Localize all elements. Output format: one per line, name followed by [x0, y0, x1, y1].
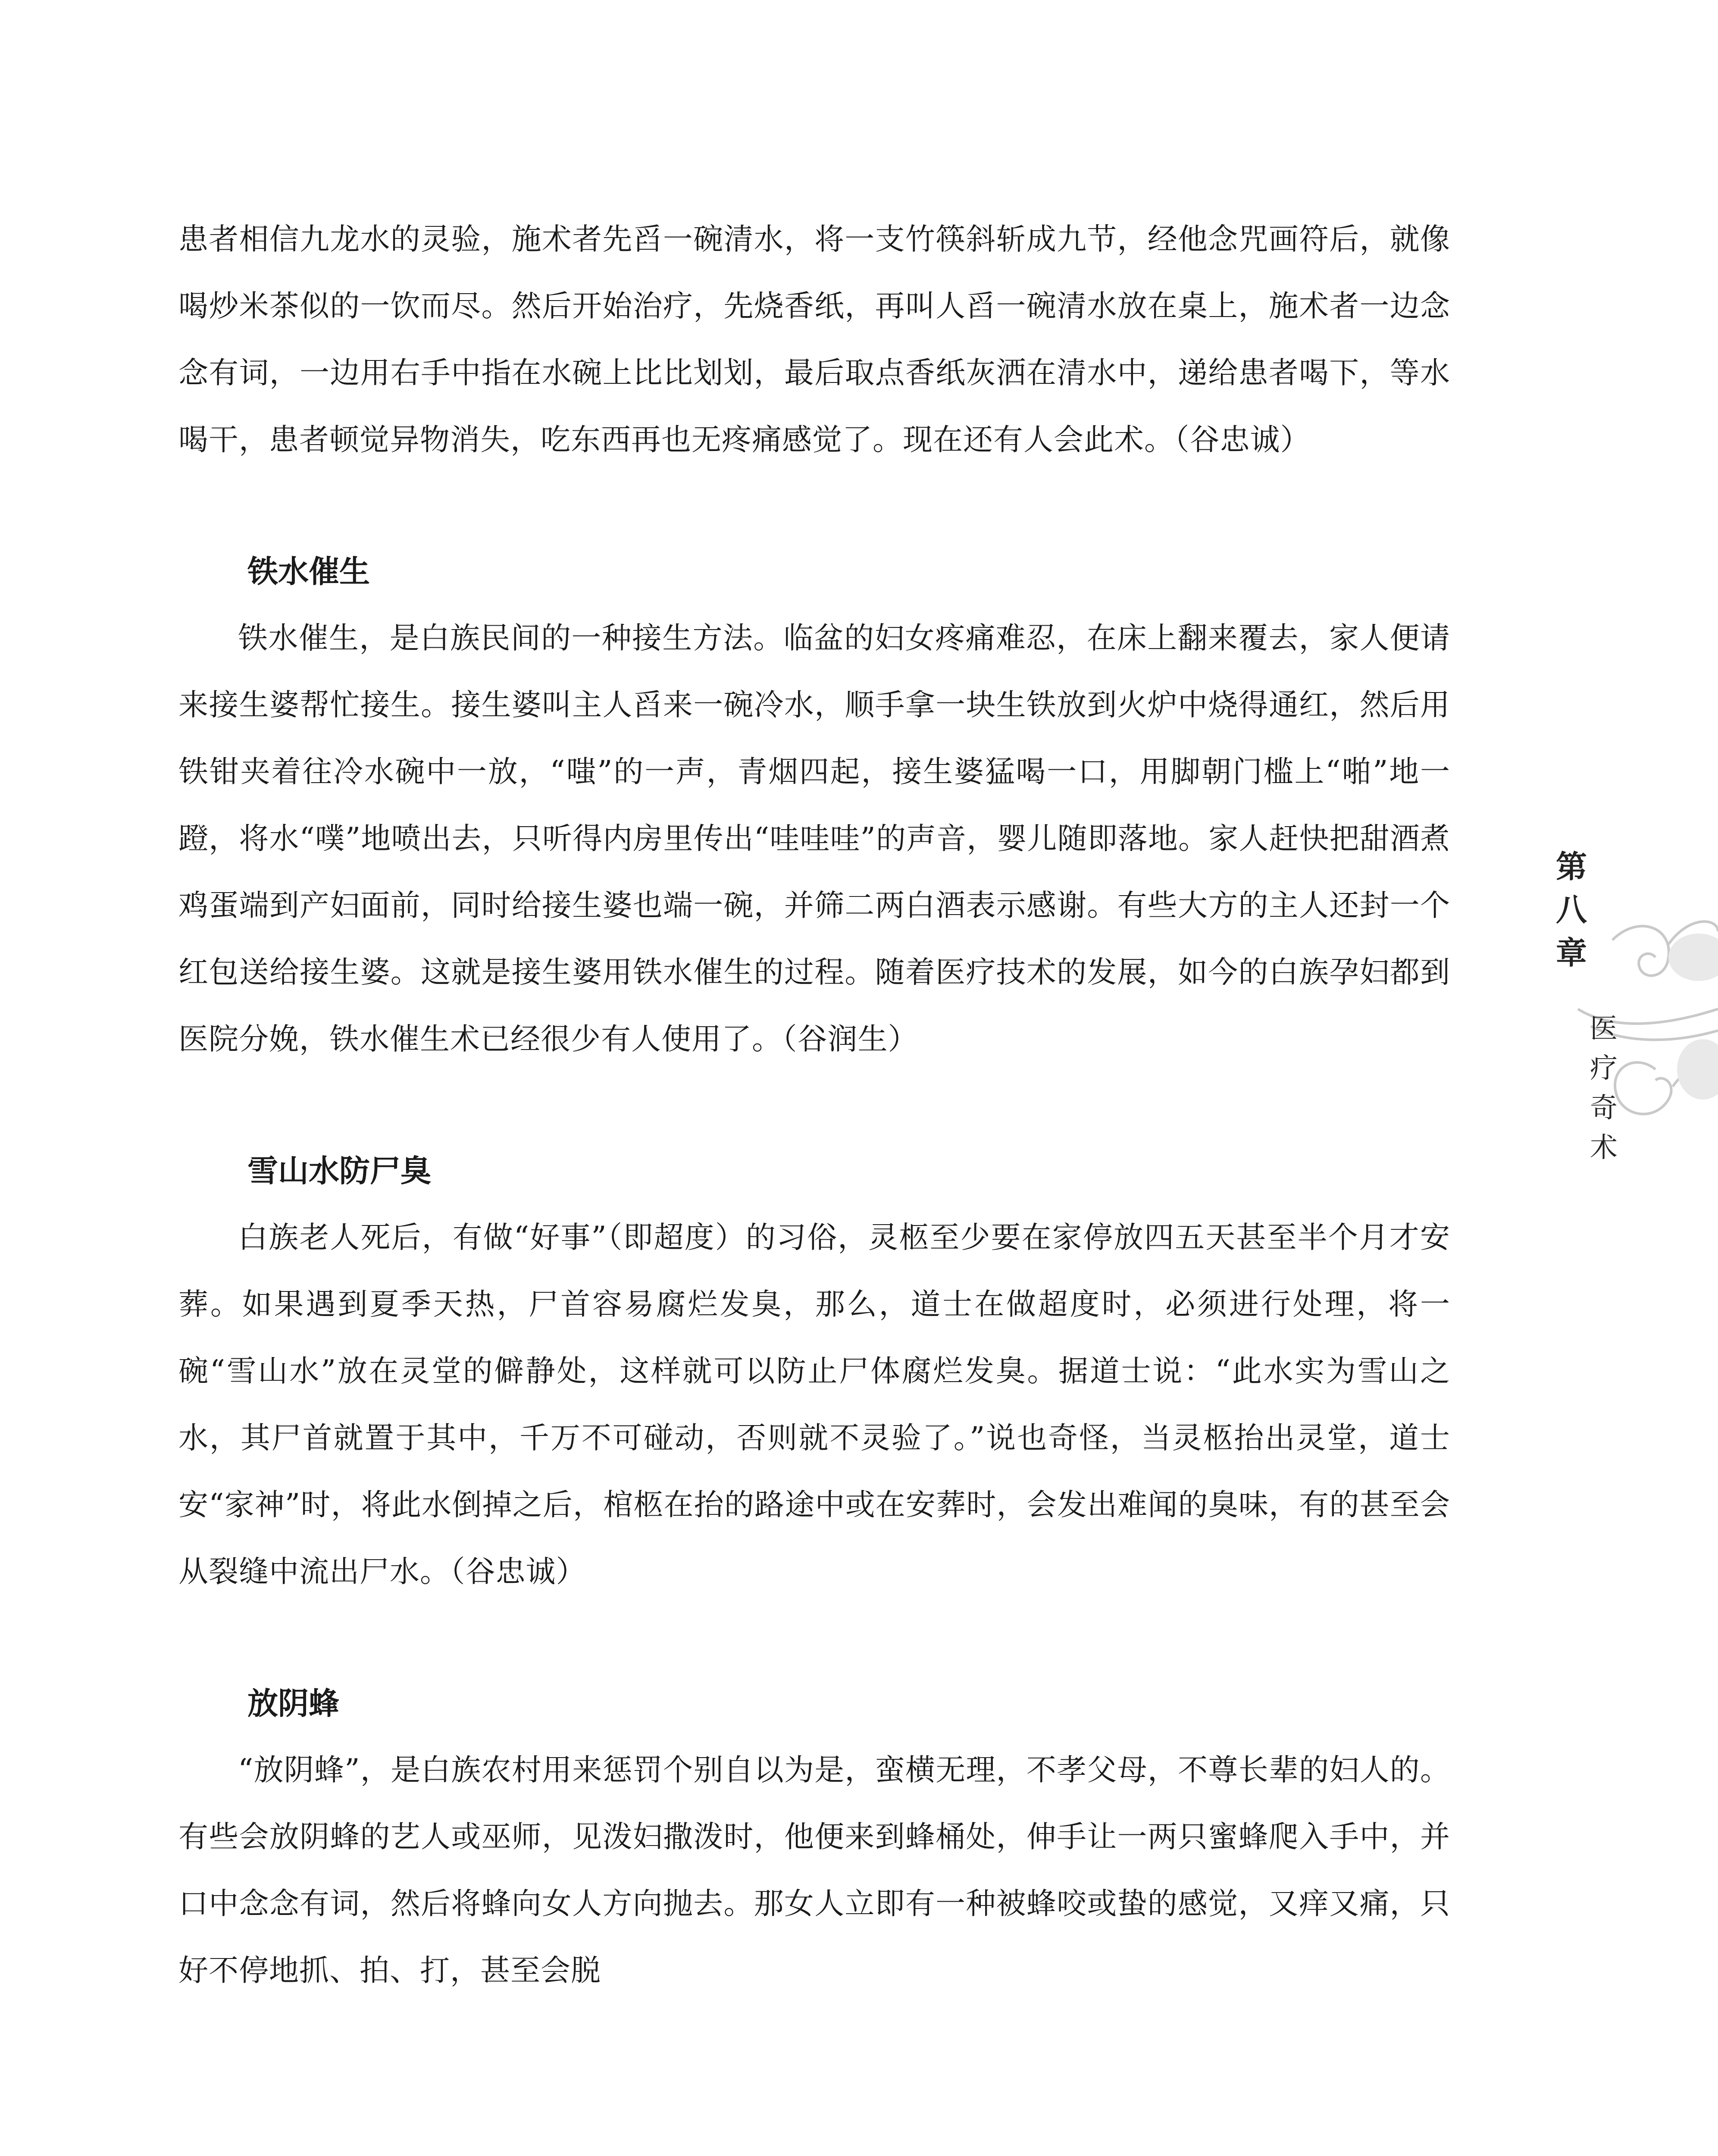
- section-paragraph-tieshui: 铁水催生，是白族民间的一种接生方法。临盆的妇女疼痛难忍，在床上翻来覆去，家人便请来接生婆帮忙接生。接生婆叫主人舀来一碗冷水，顺手拿一块生铁放到火炉中烧得通红，然后用铁钳夹着往冷水碗中一放，“嗤”的一声，青烟四起，接生婆猛喝一口，用脚朝门槛上“啪”地一蹬，将水“噗”地喷出去，只听得内房里传出“哇哇哇”的声音，婴儿随即落地。家人赶快把甜酒煮鸡蛋端到产妇面前，同时给接生婆也端一碗，并筛二两白酒表示感谢。有些大方的主人还封一个红包送给接生婆。这就是接生婆用铁水催生的过程。随着医疗技术的发展，如今的白族孕妇都到医院分娩，铁水催生术已经很少有人使用了。（谷润生）: [178, 621, 1450, 1056]
- chapter-number: 第 八 章: [1555, 848, 1587, 971]
- section-paragraph-xueshan: 白族老人死后，有做“好事”（即超度）的习俗，灵柩至少要在家停放四五天甚至半个月才安葬。如果遇到夏季天热，尸首容易腐烂发臭，那么，道士在做超度时，必须进行处理，将一碗“雪山水”放在灵堂的僻静处，这样就可以防止尸体腐烂发臭。据道士说：“此水实为雪山之水，其尸首就置于其中，千万不可碰动，否则就不灵验了。”说也奇怪，当灵柩抬出灵堂，道士安“家神”时，将此水倒掉之后，棺柩在抬的路途中或在安葬时，会发出难闻的臭味，有的甚至会从裂缝中流出尸水。（谷忠诚）: [178, 1220, 1450, 1589]
- continued-paragraph: 患者相信九龙水的灵验，施术者先舀一碗清水，将一支竹筷斜斩成九节，经他念咒画符后，就像喝炒米茶似的一饮而尽。然后开始治疗，先烧香纸，再叫人舀一碗清水放在桌上，施术者一边念念有词，一边用右手中指在水碗上比比划划，最后取点香纸灰洒在清水中，递给患者喝下，等水喝干，患者顿觉异物消失，吃东西再也无疼痛感觉了。现在还有人会此术。（谷忠诚）: [178, 222, 1450, 457]
- chapter-title: 医 疗 奇 术: [1590, 1013, 1618, 1164]
- section-heading-fangyinfeng: 放阴蜂: [247, 1686, 340, 1721]
- section-heading-xueshan: 雪山水防尸臭: [247, 1153, 432, 1189]
- section-heading-tieshui: 铁水催生: [247, 554, 370, 589]
- chapter-side-tab: [1526, 828, 1718, 1216]
- section-paragraph-fangyinfeng: “放阴蜂”，是白族农村用来惩罚个别自以为是，蛮横无理，不孝父母，不尊长辈的妇人的。有些会放阴蜂的艺人或巫师，见泼妇撒泼时，他便来到蜂桶处，伸手让一两只蜜蜂爬入手中，并口中念念有词，然后将蜂向女人方向抛去。那女人立即有一种被蜂咬或蛰的感觉，又痒又痛，只好不停地抓、拍、打，甚至会脱: [178, 1753, 1450, 1988]
- page-body: [178, 206, 1450, 2004]
